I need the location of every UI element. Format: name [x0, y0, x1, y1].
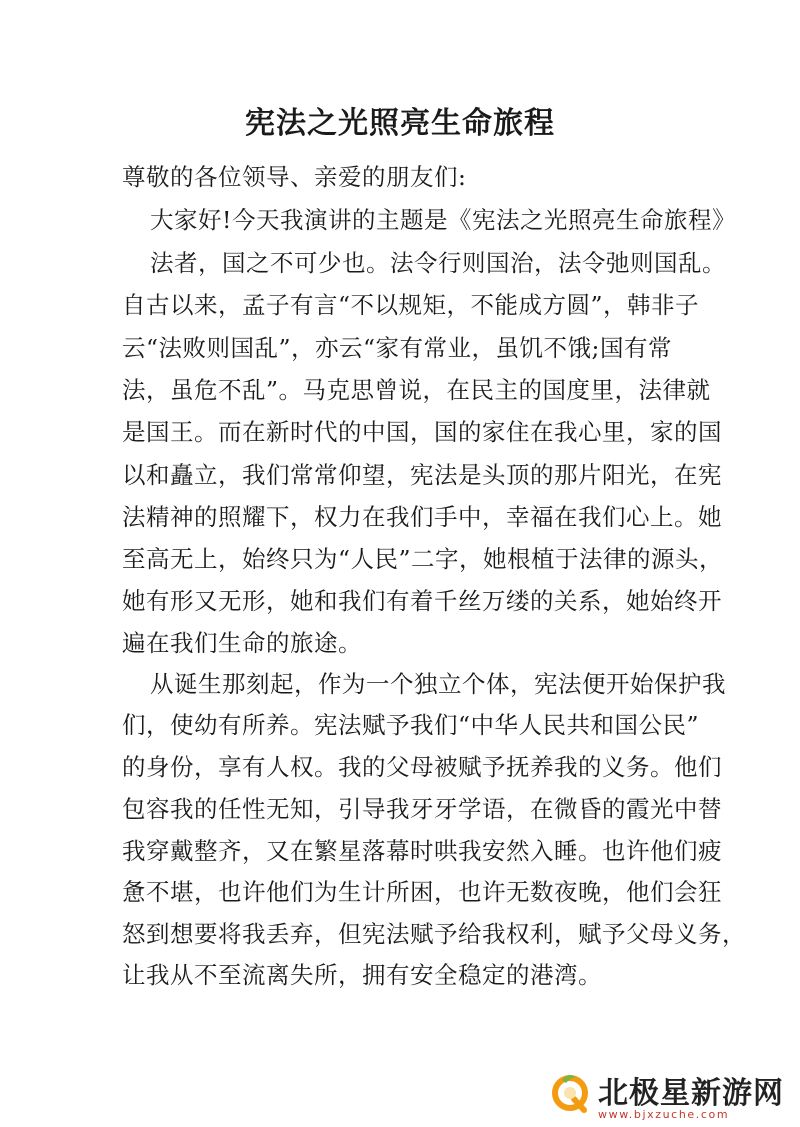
text-line: 自古以来，孟子有言“不以规矩，不能成方圆”，韩非子 — [122, 291, 700, 319]
text-line: 大家好!今天我演讲的主题是《宪法之光照亮生命旅程》 — [150, 206, 736, 234]
text-line: 的身份，享有人权。我的父母被赋予抚养我的义务。他们 — [122, 753, 722, 781]
text-line: 她有形又无形，她和我们有着千丝万缕的关系，她始终开 — [122, 587, 722, 615]
text-line: 以和矗立，我们常常仰望，宪法是头顶的那片阳光，在宪 — [122, 461, 722, 489]
text-line: 法者，国之不可少也。法令行则国治，法令弛则国乱。 — [150, 249, 726, 277]
text-line: 是国王。而在新时代的中国，国的家住在我心里，家的国 — [122, 418, 722, 446]
watermark-brand: 北极星新游网 — [598, 1076, 784, 1111]
watermark-url: www.bjxzuche.com — [598, 1108, 730, 1121]
text-line: 法精神的照耀下，权力在我们手中，幸福在我们心上。她 — [122, 503, 722, 531]
text-line: 包容我的任性无知，引导我牙牙学语，在微昏的霞光中替 — [122, 795, 722, 823]
salutation-line: 尊敬的各位领导、亲爱的朋友们: — [122, 163, 467, 191]
text-line: 让我从不至流离失所，拥有安全稳定的港湾。 — [122, 961, 602, 989]
text-line: 云“法败则国乱”，亦云“家有常业，虽饥不饿;国有常 — [122, 334, 672, 362]
text-line: 惫不堪，也许他们为生计所困，也许无数夜晚，他们会狂 — [122, 878, 722, 906]
text-line: 我穿戴整齐，又在繁星落幕时哄我安然入睡。也许他们疲 — [122, 837, 722, 865]
text-line: 们，使幼有所养。宪法赋予我们“中华人民共和国公民” — [122, 711, 700, 739]
document-title: 宪法之光照亮生命旅程 — [245, 106, 555, 141]
text-line: 法，虽危不乱”。马克思曾说，在民主的国度里，法律就 — [122, 376, 711, 404]
text-line: 遍在我们生命的旅途。 — [122, 629, 362, 657]
text-line: 至高无上，始终只为“人民”二字，她根植于法律的源头， — [122, 545, 724, 573]
text-line: 怒到想要将我丢弃，但宪法赋予给我权利，赋予父母义务， — [122, 920, 746, 948]
orange-q-logo-icon — [548, 1072, 592, 1116]
text-line: 从诞生那刻起，作为一个独立个体，宪法便开始保护我 — [150, 670, 726, 698]
